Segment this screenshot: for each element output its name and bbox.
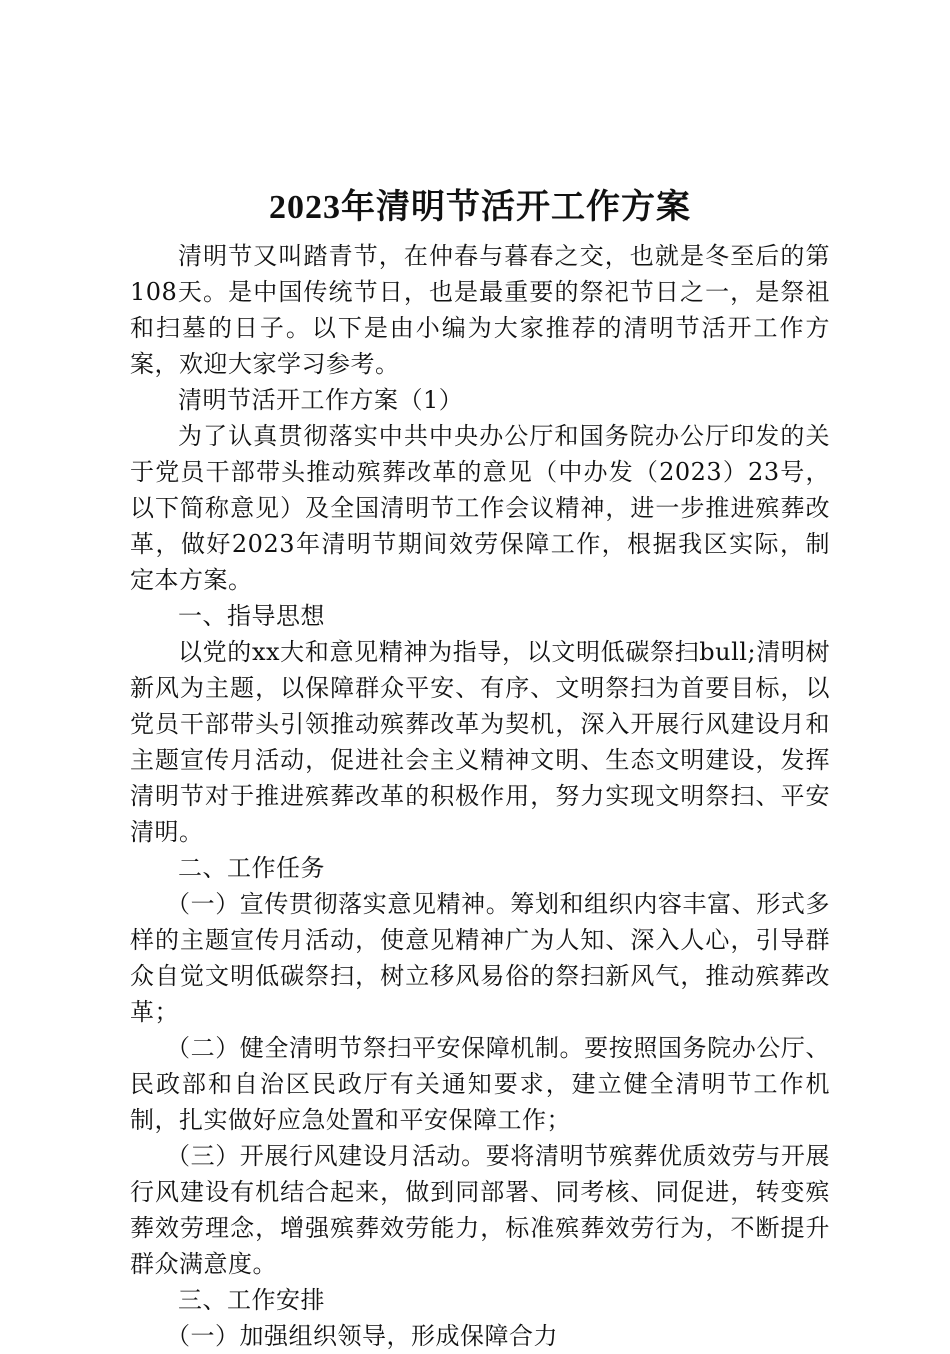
plan-subtitle: 清明节活开工作方案（1） bbox=[178, 386, 464, 414]
section-heading-arrangement: 三、工作安排 bbox=[178, 1286, 325, 1314]
arrangement-item-1: （一）加强组织领导，形成保障合力 bbox=[166, 1322, 558, 1350]
document-title: 2023年清明节活开工作方案 bbox=[269, 189, 691, 226]
task-item-2: （二）健全清明节祭扫平安保障机制。要按照国务院办公厅、民政部和自治区民政厅有关通知要求，建立健全清明节工作机制，扎实做好应急处置和平安保障工作； bbox=[130, 1034, 830, 1134]
section-heading-guiding: 一、指导思想 bbox=[178, 602, 325, 630]
task-item-1: （一）宣传贯彻落实意见精神。筹划和组织内容丰富、形式多样的主题宣传月活动，使意见精神广为人知、深入人心，引导群众自觉文明低碳祭扫，树立移风易俗的祭扫新风气，推动殡葬改革； bbox=[130, 890, 830, 1026]
task-item-3: （三）开展行风建设月活动。要将清明节殡葬优质效劳与开展行风建设有机结合起来，做到同部署、同考核、同促进，转变殡葬效劳理念，增强殡葬效劳能力，标准殡葬效劳行为，不断提升群众满意度。 bbox=[130, 1142, 830, 1278]
document-page bbox=[130, 186, 830, 1354]
purpose-paragraph: 为了认真贯彻落实中共中央办公厅和国务院办公厅印发的关于党员干部带头推动殡葬改革的意见（中办发（2023）23号，以下简称意见）及全国清明节工作会议精神，进一步推进殡葬改革，做好2023年清明节期间效劳保障工作，根据我区实际，制定本方案。 bbox=[130, 422, 830, 594]
guiding-paragraph: 以党的xx大和意见精神为指导，以文明低碳祭扫bull;清明树新风为主题，以保障群众平安、有序、文明祭扫为首要目标，以党员干部带头引领推动殡葬改革为契机，深入开展行风建设月和主题宣传月活动，促进社会主义精神文明、生态文明建设，发挥清明节对于推进殡葬改革的积极作用，努力实现文明祭扫、平安清明。 bbox=[130, 638, 830, 846]
intro-paragraph: 清明节又叫踏青节，在仲春与暮春之交，也就是冬至后的第108天。是中国传统节日，也是最重要的祭祀节日之一，是祭祖和扫墓的日子。以下是由小编为大家推荐的清明节活开工作方案，欢迎大家学习参考。 bbox=[130, 242, 830, 378]
section-heading-tasks: 二、工作任务 bbox=[178, 854, 325, 882]
